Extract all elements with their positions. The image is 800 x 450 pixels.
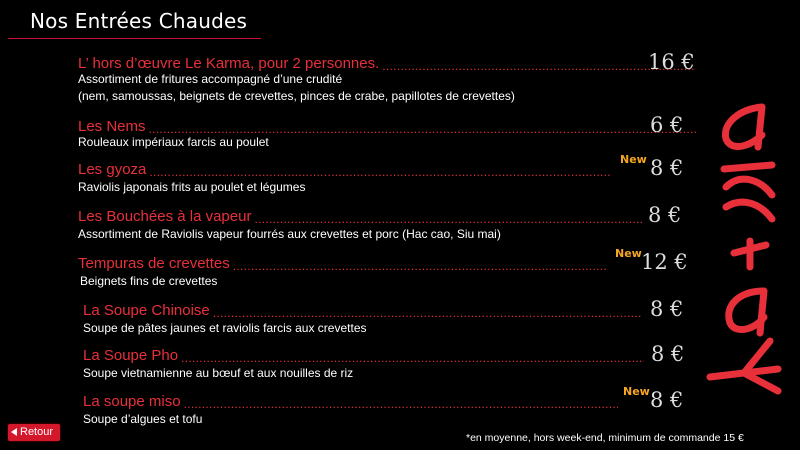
leader-dots [181, 351, 644, 365]
item-description: Raviolis japonais frits au poulet et légumes [78, 180, 306, 194]
leader-dots [233, 259, 608, 273]
item-price: 8 € [650, 388, 684, 412]
item-name: La Soupe Chinoise [83, 302, 210, 319]
item-name: La Soupe Pho [83, 347, 179, 364]
new-badge: New [620, 153, 647, 166]
title-divider [8, 38, 261, 39]
item-price: 16 € [648, 50, 695, 74]
new-badge: New [623, 385, 650, 398]
item-description: Assortiment de fritures accompagné d’une crudité [78, 72, 343, 86]
item-name: La soupe miso [83, 393, 181, 410]
back-arrow-icon [11, 428, 17, 436]
item-description: Soupe de pâtes jaunes et raviolis farcis aux crevettes [83, 321, 367, 335]
item-description: Soupe d’algues et tofu [83, 412, 203, 426]
item-description: Beignets fins de crevettes [80, 274, 218, 288]
item-price: 8 € [650, 297, 684, 321]
item-price: 8 € [650, 156, 684, 180]
item-description-detail: (nem, samoussas, beignets de crevettes, pinces de crabe, papillotes de crevettes) [78, 89, 515, 103]
item-price: 8 € [648, 203, 682, 227]
leader-dots [213, 306, 641, 320]
item-price: 8 € [651, 342, 685, 366]
page-title: Nos Entrées Chaudes [30, 9, 248, 33]
footnote: *en moyenne, hors week-end, minimum de commande 15 € [466, 432, 744, 444]
new-badge: New [615, 247, 642, 260]
item-price: 12 € [641, 250, 688, 274]
item-description: Soupe vietnamienne au bœuf et aux nouilles de riz [83, 366, 354, 380]
leader-dots [149, 165, 611, 179]
item-name: Les gyoza [78, 161, 147, 178]
item-description: Rouleaux impériaux farcis au poulet [78, 135, 269, 149]
item-price: 6 € [650, 113, 684, 137]
item-name: Les Nems [78, 118, 146, 135]
item-name: Tempuras de crevettes [78, 255, 230, 272]
item-name: Les Bouchées à la vapeur [78, 208, 252, 225]
back-button[interactable] [8, 424, 60, 441]
back-button-label: Retour [20, 426, 54, 438]
item-name: L’ hors d’œuvre Le Karma, pour 2 personnes. [78, 55, 380, 72]
item-description: Assortiment de Raviolis vapeur fourrés aux crevettes et porc (Hac cao, Siu mai) [78, 227, 501, 241]
leader-dots [184, 397, 618, 411]
karma-logo [700, 95, 790, 395]
leader-dots [254, 212, 642, 226]
